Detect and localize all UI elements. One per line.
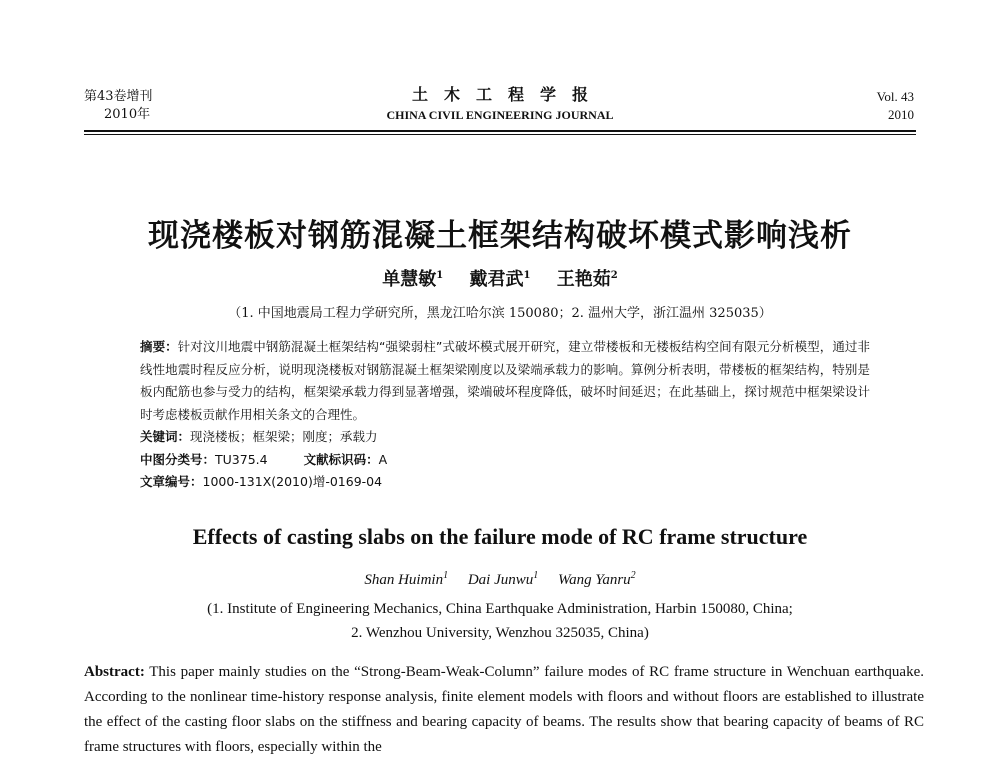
journal-volume-en [877, 88, 914, 124]
authors-cn [0, 265, 1000, 291]
affiliation-en-line2: 2. Wenzhou University, Wenzhou 325035, China) [351, 625, 649, 641]
header-rule-thin [84, 134, 916, 135]
author-cn-1: 单慧敏$^1$ [382, 269, 444, 290]
author-en-3: Wang Yanru$^2$ [558, 570, 636, 588]
volume-issue: 第43卷增刊 [84, 89, 153, 104]
author-cn-2: 戴君武$^1$ [469, 269, 531, 290]
volume-en: Vol. 43 [876, 89, 914, 104]
paper-title-cn: 现浇楼板对钢筋混凝土框架结构破坏模式影响浅析 [148, 218, 852, 254]
article-number: 文章编号：1000-131X(2010)增-0169-04 [140, 474, 383, 489]
authors-en [0, 570, 1000, 589]
abstract-en: Abstract: This paper mainly studies on the “Strong-Beam-Weak-Column” failure modes of RC frame structure in Wenchuan earthquake. According to the nonlinear time-history response analysis, finite element models with floors and without floors are established to illustrate the effect of the casting floor slabs on the stiffness and bearing capacity of beams. The results show that bearing capacity of beams of RC frame structures with floors, especially within the [84, 664, 924, 755]
affiliation-en [0, 597, 1000, 645]
journal-name [0, 86, 1000, 124]
affiliation-en-line1: (1. Institute of Engineering Mechanics, China Earthquake Administration, Harbin 150080, China; [207, 601, 793, 617]
author-en-1: Shan Huimin$^1$ [364, 570, 449, 588]
journal-name-cn: 土木工程学报 [411, 85, 604, 104]
paper-title-en: Effects of casting slabs on the failure mode of RC frame structure [192, 524, 808, 549]
journal-name-en: CHINA CIVIL ENGINEERING JOURNAL [386, 108, 614, 122]
affiliation-cn: （1. 中国地震局工程力学研究所，黑龙江哈尔滨 150080；2. 温州大学，浙江温州 325035） [228, 306, 772, 321]
publication-year-cn: 2010年 [104, 107, 151, 122]
classification: 中图分类号：TU375.4 文献标识码：A [140, 451, 388, 467]
keywords-cn: 关键词：现浇楼板；框架梁；刚度；承载力 [140, 429, 378, 444]
author-cn-3: 王艳茹$^2$ [556, 269, 618, 290]
author-en-2: Dai Junwu$^1$ [467, 570, 539, 588]
abstract-cn-block [140, 336, 870, 494]
abstract-cn: 摘要：针对汶川地震中钢筋混凝土框架结构“强梁弱柱”式破坏模式展开研究，建立带楼板和无楼板结构空间有限元分析模型，通过非线性地震时程反应分析，说明现浇楼板对钢筋混凝土框架梁刚度以及梁端承载力的影响。算例分析表明，带楼板的框架结构，特别是板内配筋也参与受力的结构，框架梁承载力得到显著增强，梁端破坏程度降低，破坏时间延迟；在此基础上，探讨规范中框架梁设计时考虑楼板贡献作用相关条文的合理性。 [140, 339, 870, 422]
publication-year-en: 2010 [888, 107, 914, 122]
header-rule-thick [84, 130, 916, 132]
